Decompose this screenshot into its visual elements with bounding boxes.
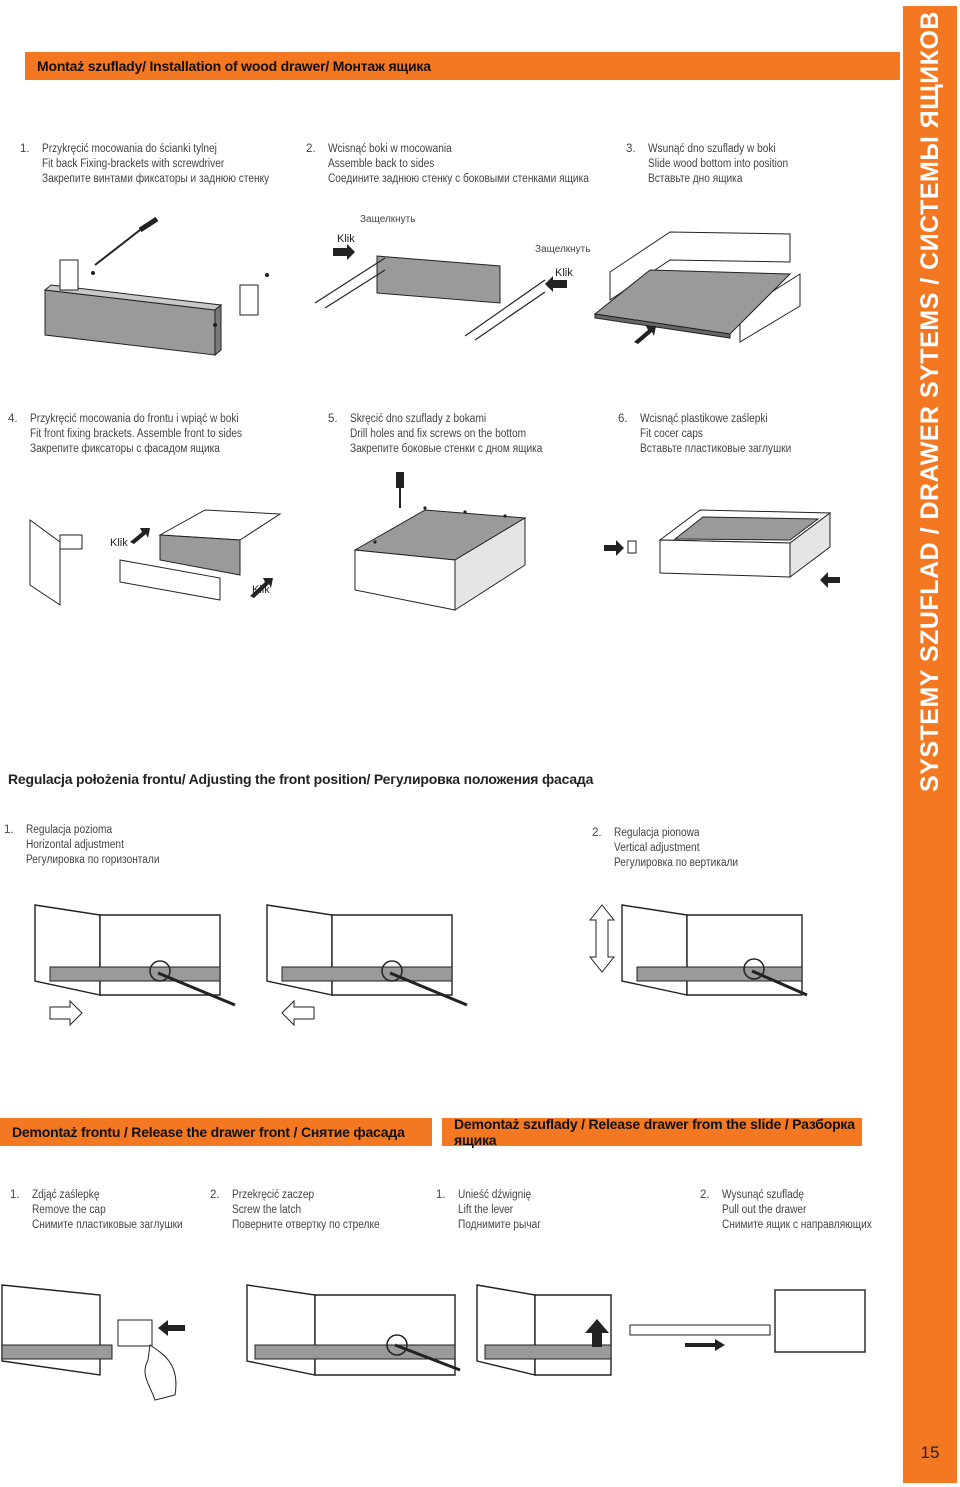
step-number: 1. — [4, 824, 14, 836]
step-line-pl: Unieść dźwignię — [458, 1189, 532, 1201]
step-number: 1. — [436, 1189, 446, 1201]
adjust-step-2 — [592, 826, 812, 874]
step-line-ru: Регулировка по вертикали — [614, 857, 739, 869]
install-step-3 — [626, 142, 856, 190]
drawer-box-icon — [775, 1290, 865, 1352]
illustration-back-panel — [35, 215, 285, 365]
banner-installation: Montaż szuflady/ Installation of wood drawer/ Монтаж ящика — [25, 52, 900, 80]
step-line-pl: Zdjąć zaślepkę — [32, 1189, 100, 1201]
klik-label-left: Klik — [337, 233, 355, 245]
bracket-left-icon — [60, 260, 78, 290]
illustration-lift-lever — [475, 1275, 615, 1410]
illustration-assemble-sides — [305, 208, 605, 348]
step-line-en: Horizontal adjustment — [26, 839, 124, 851]
illustration-remove-cap — [0, 1275, 200, 1410]
step-line-en: Fit front fixing brackets. Assemble front to sides — [30, 428, 243, 440]
step-number: 4. — [8, 413, 18, 425]
step-line-ru: Регулировка по горизонтали — [26, 854, 160, 866]
release-front-step-1 — [10, 1188, 210, 1236]
side-bar — [903, 6, 957, 1483]
arrow-right-icon — [685, 1339, 725, 1351]
illustration-bottom-screws — [345, 470, 535, 620]
klik-label-right: Klik — [555, 267, 573, 279]
step-number: 6. — [618, 413, 628, 425]
release-front-step-2 — [210, 1188, 410, 1236]
step-line-en: Vertical adjustment — [614, 842, 700, 854]
step-line-ru: Вставьте дно ящика — [648, 173, 743, 185]
illustration-pull-out — [625, 1285, 875, 1385]
step-number: 3. — [626, 143, 636, 155]
slide-rail-icon — [630, 1325, 770, 1335]
arrow-up-icon — [130, 528, 150, 544]
step-line-pl: Wysunąć szufladę — [722, 1189, 805, 1201]
side-title — [903, 6, 957, 796]
arrow-up-icon — [634, 326, 656, 344]
screw-latch-drawing — [245, 1275, 465, 1410]
install-step-2 — [306, 142, 596, 190]
arrow-right-icon — [604, 540, 624, 556]
step-line-ru: Закрепите винтами фиксаторы и заднюю стенку — [42, 173, 270, 185]
illustration-adjust-vertical — [582, 895, 812, 1035]
banner-release-drawer: Demontaż szuflady / Release drawer from the slide / Разборка ящика — [442, 1118, 862, 1146]
bracket-right-icon — [240, 285, 258, 315]
arrow-left-icon — [820, 572, 840, 588]
assemble-sides-drawing — [305, 208, 605, 348]
step-number: 2. — [306, 143, 316, 155]
front-bracket-icon — [60, 535, 82, 549]
illustration-adjust-horizontal-2 — [262, 895, 477, 1035]
side-title-text: SYSTEMY SZUFLAD / DRAWER SYTEMS / СИСТЕМЫ ЯЩИКОВ — [915, 10, 944, 792]
step-line-en: Fit back Fixing-brackets with screwdriver — [42, 158, 225, 170]
install-step-1 — [20, 142, 290, 190]
arrow-left-icon — [158, 1320, 185, 1336]
back-panel-drawing — [35, 215, 285, 365]
front-assembly-drawing — [20, 500, 295, 610]
illustration-front-assembly — [20, 500, 295, 610]
step-line-pl: Przykręcić mocowania do frontu i wpiąć w boki — [30, 413, 239, 425]
step-line-ru: Поднимите рычаг — [458, 1219, 541, 1231]
step-line-pl: Regulacja pionowa — [614, 827, 700, 839]
step-line-ru: Снимите ящик с направляющих — [722, 1219, 872, 1231]
pull-out-drawing — [625, 1285, 875, 1385]
illustration-cover-caps — [600, 505, 845, 595]
arrow-right-icon — [50, 1001, 82, 1025]
step-number: 1. — [10, 1189, 20, 1201]
step-line-en: Remove the cap — [32, 1204, 106, 1216]
step-number: 1. — [20, 143, 30, 155]
step-line-ru: Закрепите фиксаторы с фасадом ящика — [30, 443, 220, 455]
adjust-h2-drawing — [262, 895, 477, 1035]
step-line-en: Lift the lever — [458, 1204, 514, 1216]
bottom-screws-drawing — [345, 470, 535, 620]
release-drawer-step-2 — [700, 1188, 900, 1236]
release-drawer-step-1 — [436, 1188, 636, 1236]
cap-icon — [118, 1320, 152, 1346]
illustration-slide-bottom — [590, 222, 815, 357]
step-line-pl: Wsunąć dno szuflady w boki — [648, 143, 776, 155]
step-line-en: Slide wood bottom into position — [648, 158, 789, 170]
adjust-h1-drawing — [30, 895, 245, 1035]
arrow-right-icon — [333, 244, 355, 260]
step-line-ru: Вставьте пластиковые заглушки — [640, 443, 792, 455]
step-line-pl: Wcisnąć plastikowe zaślepki — [640, 413, 768, 425]
step-line-ru: Снимите пластиковые заглушки — [32, 1219, 183, 1231]
step-line-pl: Wcisnąć boki w mocowania — [328, 143, 452, 155]
step-line-en: Assemble back to sides — [328, 158, 435, 170]
illustration-adjust-horizontal-1 — [30, 895, 245, 1035]
arrow-left-icon — [282, 1001, 314, 1025]
banner-release-front: Demontaż frontu / Release the drawer front / Снятие фасада — [0, 1118, 432, 1146]
step-line-en: Fit cocer caps — [640, 428, 703, 440]
screwdriver-shaft-icon — [95, 230, 140, 265]
banner-adjusting: Regulacja położenia frontu/ Adjusting the front position/ Регулировка положения фасада — [8, 771, 594, 787]
adjust-vertical-drawing — [582, 895, 812, 1035]
cap-icon — [628, 541, 636, 553]
install-step-4 — [8, 412, 278, 460]
page-number: 15 — [920, 1443, 940, 1462]
step-line-pl: Przykręcić mocowania do ścianki tylnej — [42, 143, 217, 155]
step-number: 2. — [700, 1189, 710, 1201]
hand-icon — [145, 1345, 176, 1400]
step-number: 5. — [328, 413, 338, 425]
arrow-updown-icon — [590, 905, 614, 972]
step-line-en: Pull out the drawer — [722, 1204, 807, 1216]
step-number: 2. — [592, 827, 602, 839]
adjust-step-1 — [4, 823, 224, 871]
klik-label-front-right: Klik — [252, 584, 270, 596]
install-step-6 — [618, 412, 878, 460]
step-line-ru: Поверните отвертку по стрелке — [232, 1219, 380, 1231]
illustration-screw-latch — [245, 1275, 465, 1410]
slide-bottom-drawing — [590, 222, 815, 357]
remove-cap-drawing — [0, 1275, 200, 1410]
snap-label-left: Защелкнуть — [360, 214, 416, 225]
lift-lever-drawing — [475, 1275, 615, 1410]
step-line-pl: Przekręcić zaczep — [232, 1189, 315, 1201]
step-line-pl: Skręcić dno szuflady z bokami — [350, 413, 487, 425]
step-line-ru: Соедините заднюю стенку с боковыми стенками ящика — [328, 173, 589, 185]
step-line-pl: Regulacja pozioma — [26, 824, 113, 836]
snap-label-right: Защелкнуть — [535, 244, 591, 255]
klik-label-front-left: Klik — [110, 537, 128, 549]
install-step-5 — [328, 412, 588, 460]
step-line-en: Drill holes and fix screws on the bottom — [350, 428, 527, 440]
step-line-ru: Закрепите боковые стенки с дном ящика — [350, 443, 543, 455]
step-line-en: Screw the latch — [232, 1204, 302, 1216]
step-number: 2. — [210, 1189, 220, 1201]
cover-caps-drawing — [600, 505, 845, 595]
